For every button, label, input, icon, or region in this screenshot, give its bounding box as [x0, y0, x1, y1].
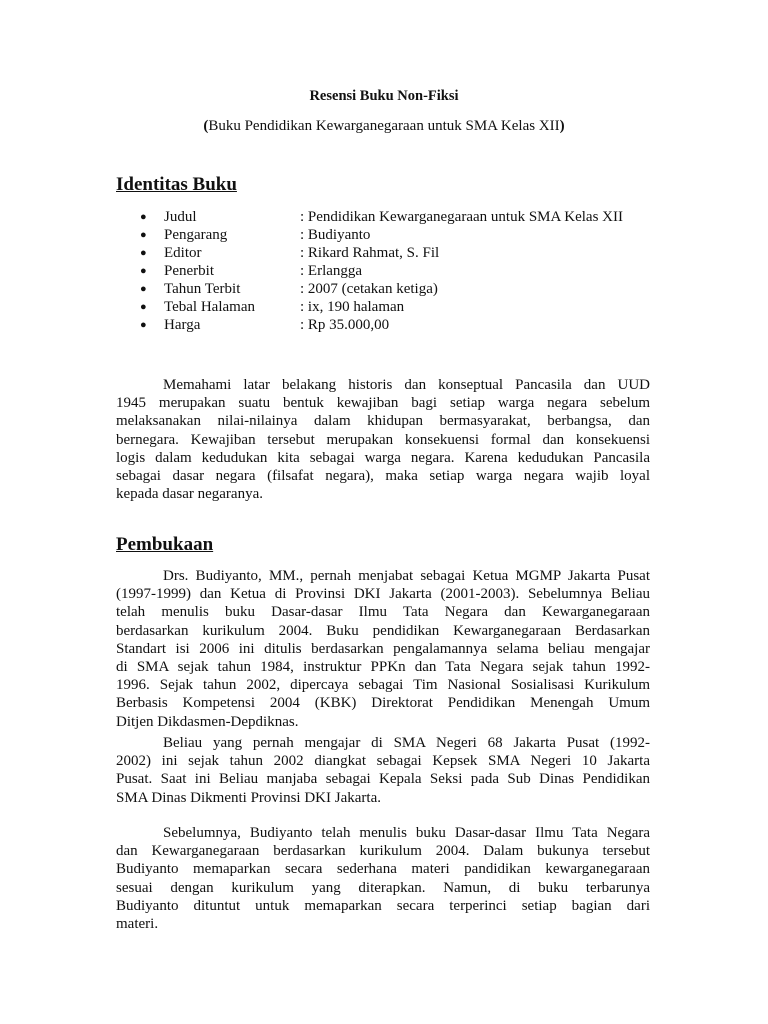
pembukaan-paragraph-1: [116, 567, 650, 731]
identity-label: Harga: [164, 317, 201, 333]
identity-label: Judul: [164, 209, 197, 225]
document-subtitle: [0, 118, 768, 135]
subtitle-text: Buku Pendidikan Kewarganegaraan untuk SMA Kelas XII: [208, 118, 560, 134]
paragraph-line: Memahami latar belakang historis dan konseptual Pancasila dan UUD: [163, 377, 650, 393]
identity-item: [136, 208, 676, 226]
identity-item: [136, 298, 676, 316]
paragraph-line: Budiyanto memaparkan secara sederhana materi pandidikan kewarganegaraan: [116, 861, 650, 878]
identity-value: : Erlangga: [300, 263, 363, 279]
identity-item: [136, 226, 676, 244]
paragraph-line: melaksanakan nilai-nilainya dalam khidupan bermasyarakat, berbangsa, dan: [116, 413, 650, 430]
paragraph-line: dan Kewarganegaraan berdasarkan kurikulum 2004. Dalam bukunya tersebut: [116, 843, 650, 860]
identity-value: : Rp 35.000,00: [300, 317, 390, 333]
identity-label: Tahun Terbit: [164, 281, 241, 297]
paragraph-line: (1997-1999) dan Ketua di Provinsi DKI Jakarta (2001-2003). Sebelumnya Beliau: [116, 586, 650, 603]
bullet-icon: ●: [140, 301, 147, 313]
bullet-icon: ●: [140, 265, 147, 277]
paragraph-line: berdasarkan kurikulum 2004. Buku pendidikan Kewarganegaraan Berdasarkan: [116, 622, 650, 639]
paragraph-line: Sebelumnya, Budiyanto telah menulis buku Dasar-dasar Ilmu Tata Negara: [163, 825, 650, 841]
paragraph-line: 1945 merupakan suatu bentuk kewajiban bagi setiap warga negara sebelum: [116, 395, 650, 412]
paragraph-line: di SMA sejak tahun 1984, instruktur PPKn dan Tata Negara sejak tahun 1992-: [116, 658, 650, 675]
identity-value: : Budiyanto: [300, 227, 371, 243]
paragraph-line: materi.: [116, 915, 159, 932]
identity-value: : Pendidikan Kewarganegaraan untuk SMA Kelas XII: [300, 209, 623, 225]
identity-item: [136, 280, 676, 298]
bullet-icon: ●: [140, 211, 147, 223]
paragraph-line: kepada dasar negaranya.: [116, 486, 263, 503]
paragraph-line: telah menulis buku Dasar-dasar Ilmu Tata Negara dan Kewarganegaraan: [116, 604, 650, 621]
paragraph-line: Standart isi 2006 ini ditulis berdasarkan pengalamannya selama beliau mengajar: [116, 640, 650, 657]
paragraph-line: bernegara. Kewajiban tersebut merupakan konsekuensi formal dan konsekuensi: [116, 431, 650, 448]
paragraph-line: 1996. Sejak tahun 2002, dipercaya sebagai Tim Nasional Sosialisasi Kurikulum: [116, 677, 650, 694]
identity-item: [136, 262, 676, 280]
paragraph-line: logis dalam kedudukan kita sebagai warga negara. Karena kedudukan Pancasila: [116, 449, 650, 466]
intro-paragraph: [116, 376, 650, 503]
identity-label: Pengarang: [164, 227, 228, 243]
identity-value: : Rikard Rahmat, S. Fil: [300, 245, 440, 261]
bullet-icon: ●: [140, 229, 147, 241]
identity-list: [136, 208, 676, 334]
paragraph-line: sesuai dengan kurikulum yang diterapkan. Namun, di buku terbarunya: [116, 879, 650, 896]
bullet-icon: ●: [140, 247, 147, 259]
paragraph-line: SMA Dinas Dikmenti Provinsi DKI Jakarta.: [116, 789, 381, 806]
identity-value: : 2007 (cetakan ketiga): [300, 281, 438, 297]
identity-item: [136, 244, 676, 262]
pembukaan-paragraph-2: [116, 734, 650, 807]
bullet-icon: ●: [140, 283, 147, 295]
identity-item: [136, 316, 676, 334]
paragraph-line: Drs. Budiyanto, MM., pernah menjabat sebagai Ketua MGMP Jakarta Pusat: [163, 568, 650, 584]
bullet-icon: ●: [140, 319, 147, 331]
pembukaan-paragraph-3: [116, 824, 650, 933]
identitas-heading: Identitas Buku: [116, 174, 237, 195]
paragraph-line: Pusat. Saat ini Beliau manjaba sebagai Kepala Seksi pada Sub Dinas Pendidikan: [116, 771, 650, 788]
identity-label: Tebal Halaman: [164, 299, 255, 315]
identity-label: Penerbit: [164, 263, 214, 279]
pembukaan-heading: Pembukaan: [116, 534, 214, 555]
paragraph-line: Berbasis Kompetensi 2004 (KBK) Direktorat Pendidikan Menengah Umum: [116, 695, 650, 712]
subtitle-close-paren: ): [559, 118, 565, 134]
document-title: Resensi Buku Non-Fiksi: [309, 88, 459, 104]
paragraph-line: sebagai dasar negara (filsafat negara), maka setiap warga negara wajib loyal: [116, 467, 650, 484]
identity-value: : ix, 190 halaman: [300, 299, 405, 315]
paragraph-line: Beliau yang pernah mengajar di SMA Negeri 68 Jakarta Pusat (1992-: [163, 735, 650, 751]
paragraph-line: Budiyanto dituntut untuk memaparkan secara terperinci setiap bagian dari: [116, 897, 650, 914]
paragraph-line: 2002) ini sejak tahun 2002 diangkat sebagai Kepsek SMA Negeri 10 Jakarta: [116, 753, 650, 770]
paragraph-line: Ditjen Dikdasmen-Depdiknas.: [116, 713, 299, 730]
subtitle-open-paren: (: [203, 118, 209, 134]
identity-label: Editor: [164, 245, 202, 261]
